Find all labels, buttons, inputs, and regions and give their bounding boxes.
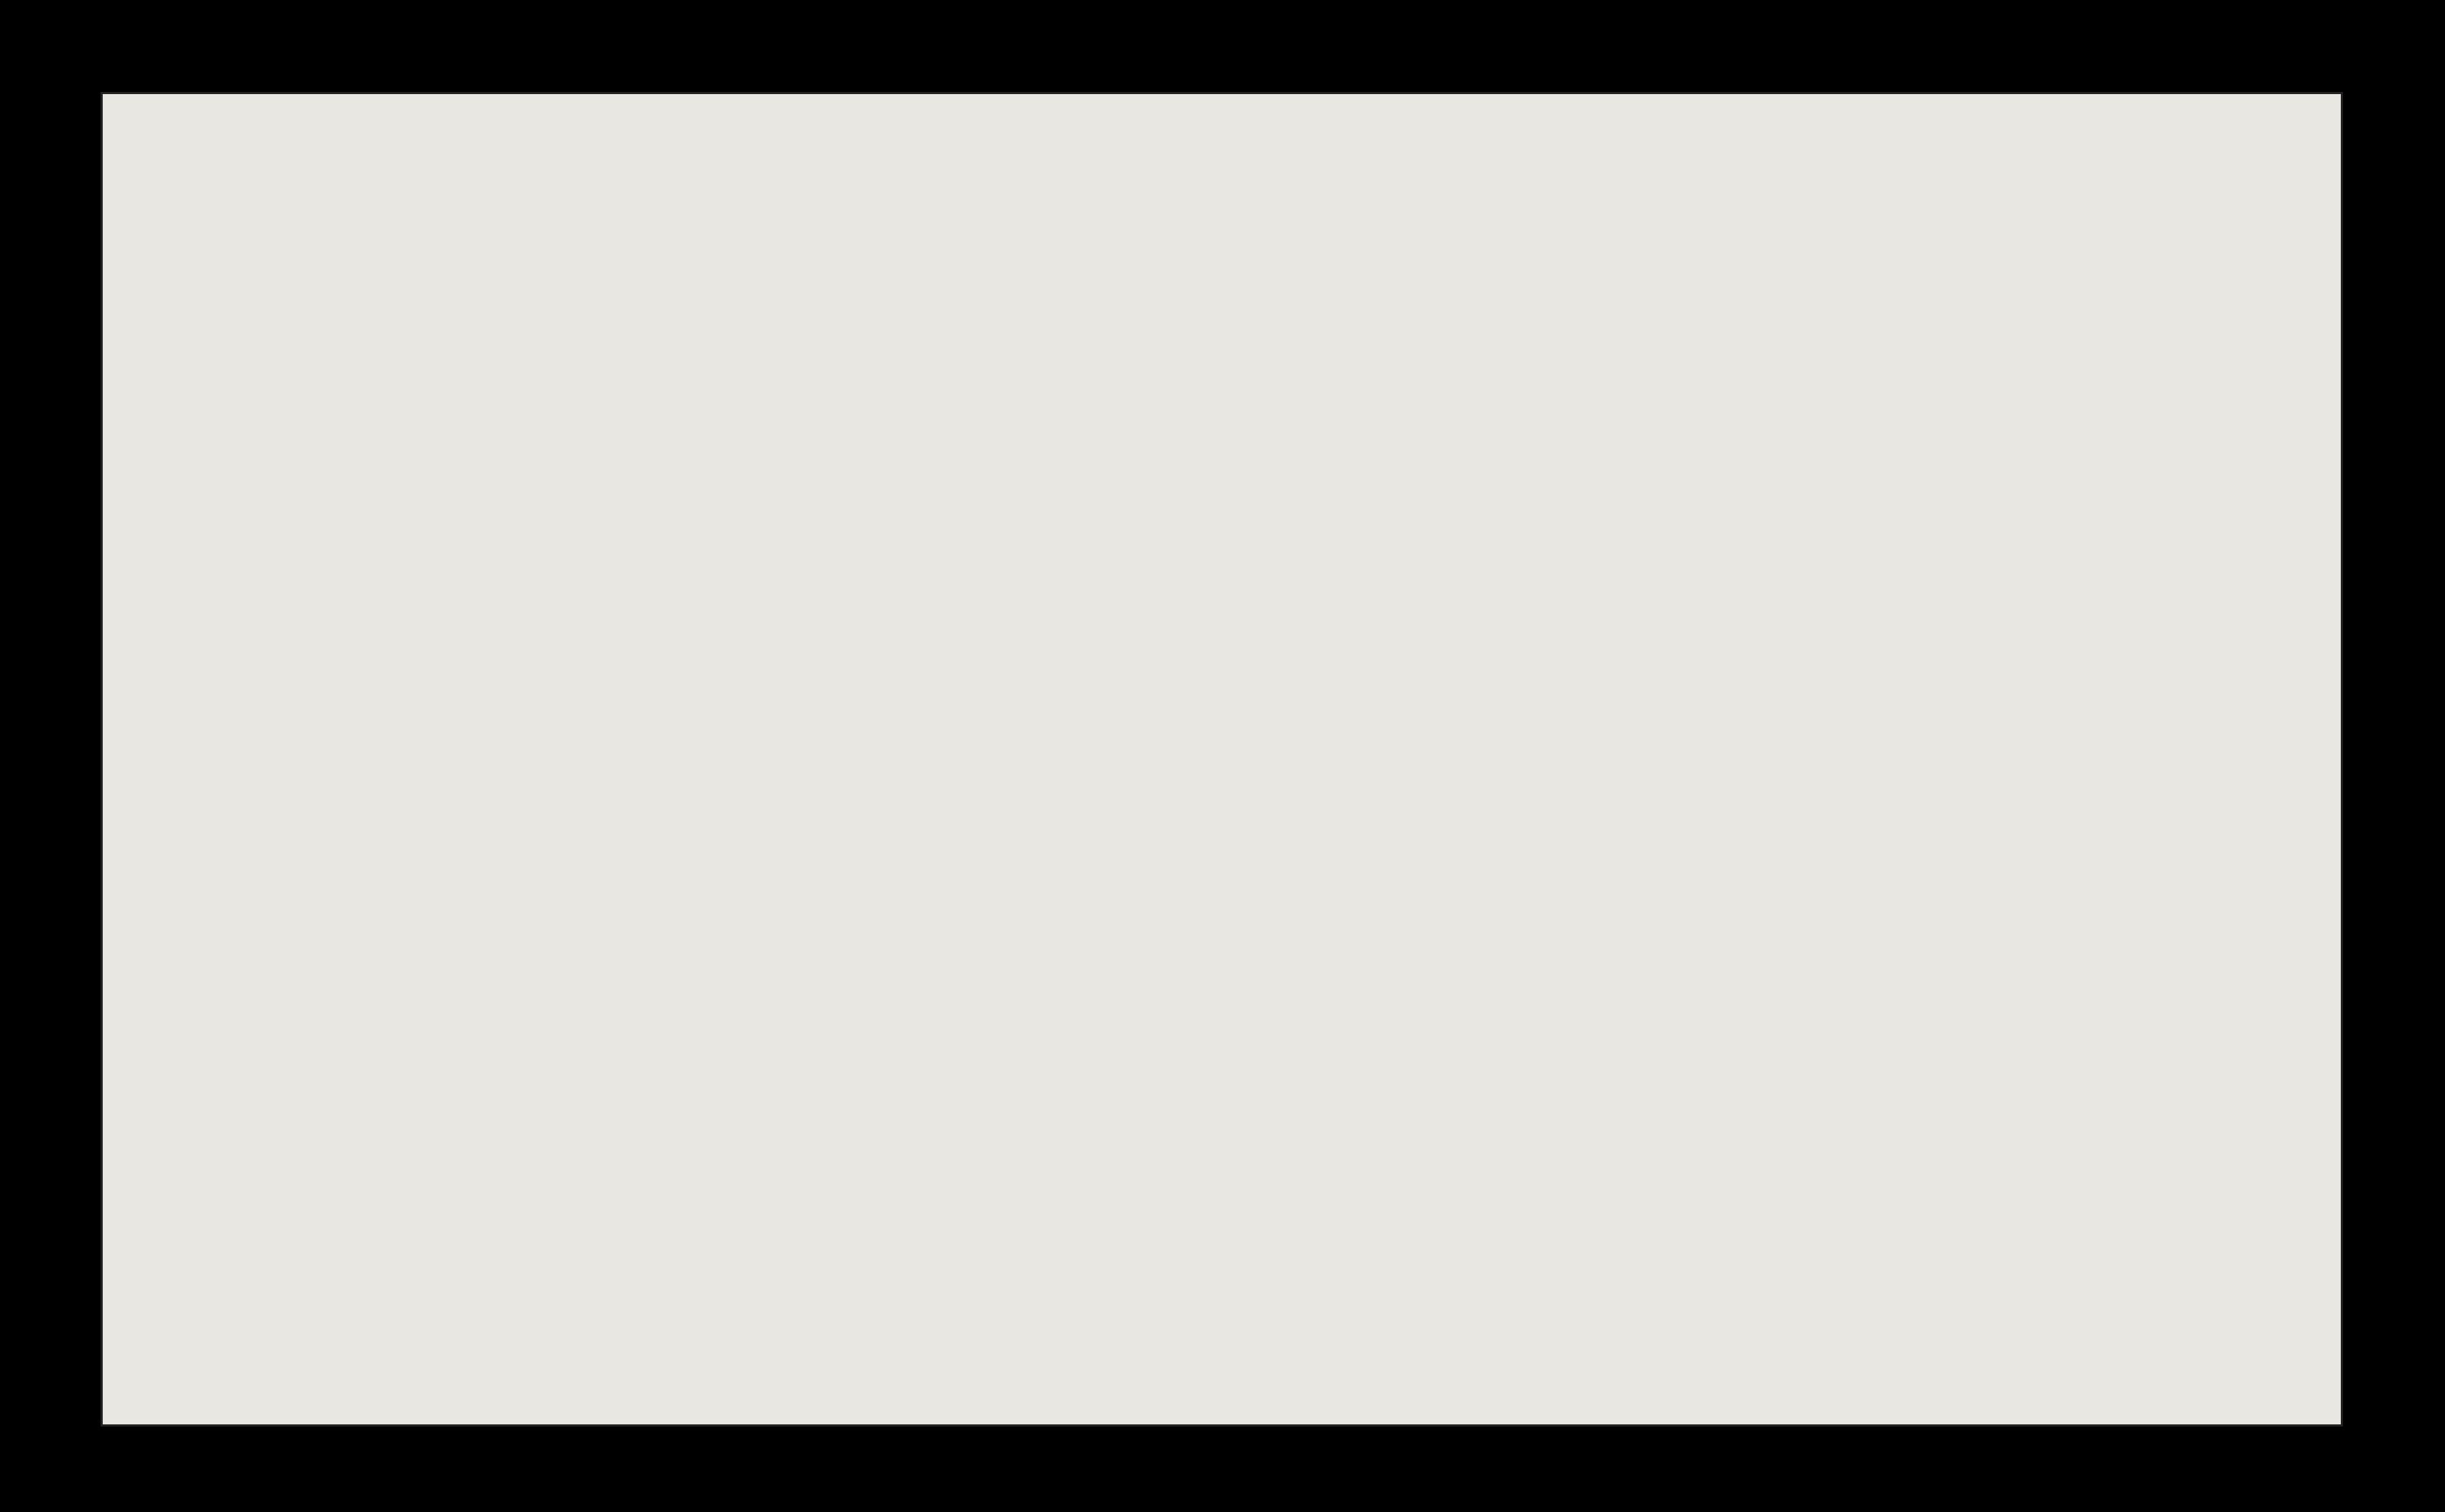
middle-section xyxy=(103,445,2341,940)
sowing-table xyxy=(103,94,2341,445)
rent-table xyxy=(103,940,2341,1424)
census-card xyxy=(101,92,2343,1427)
